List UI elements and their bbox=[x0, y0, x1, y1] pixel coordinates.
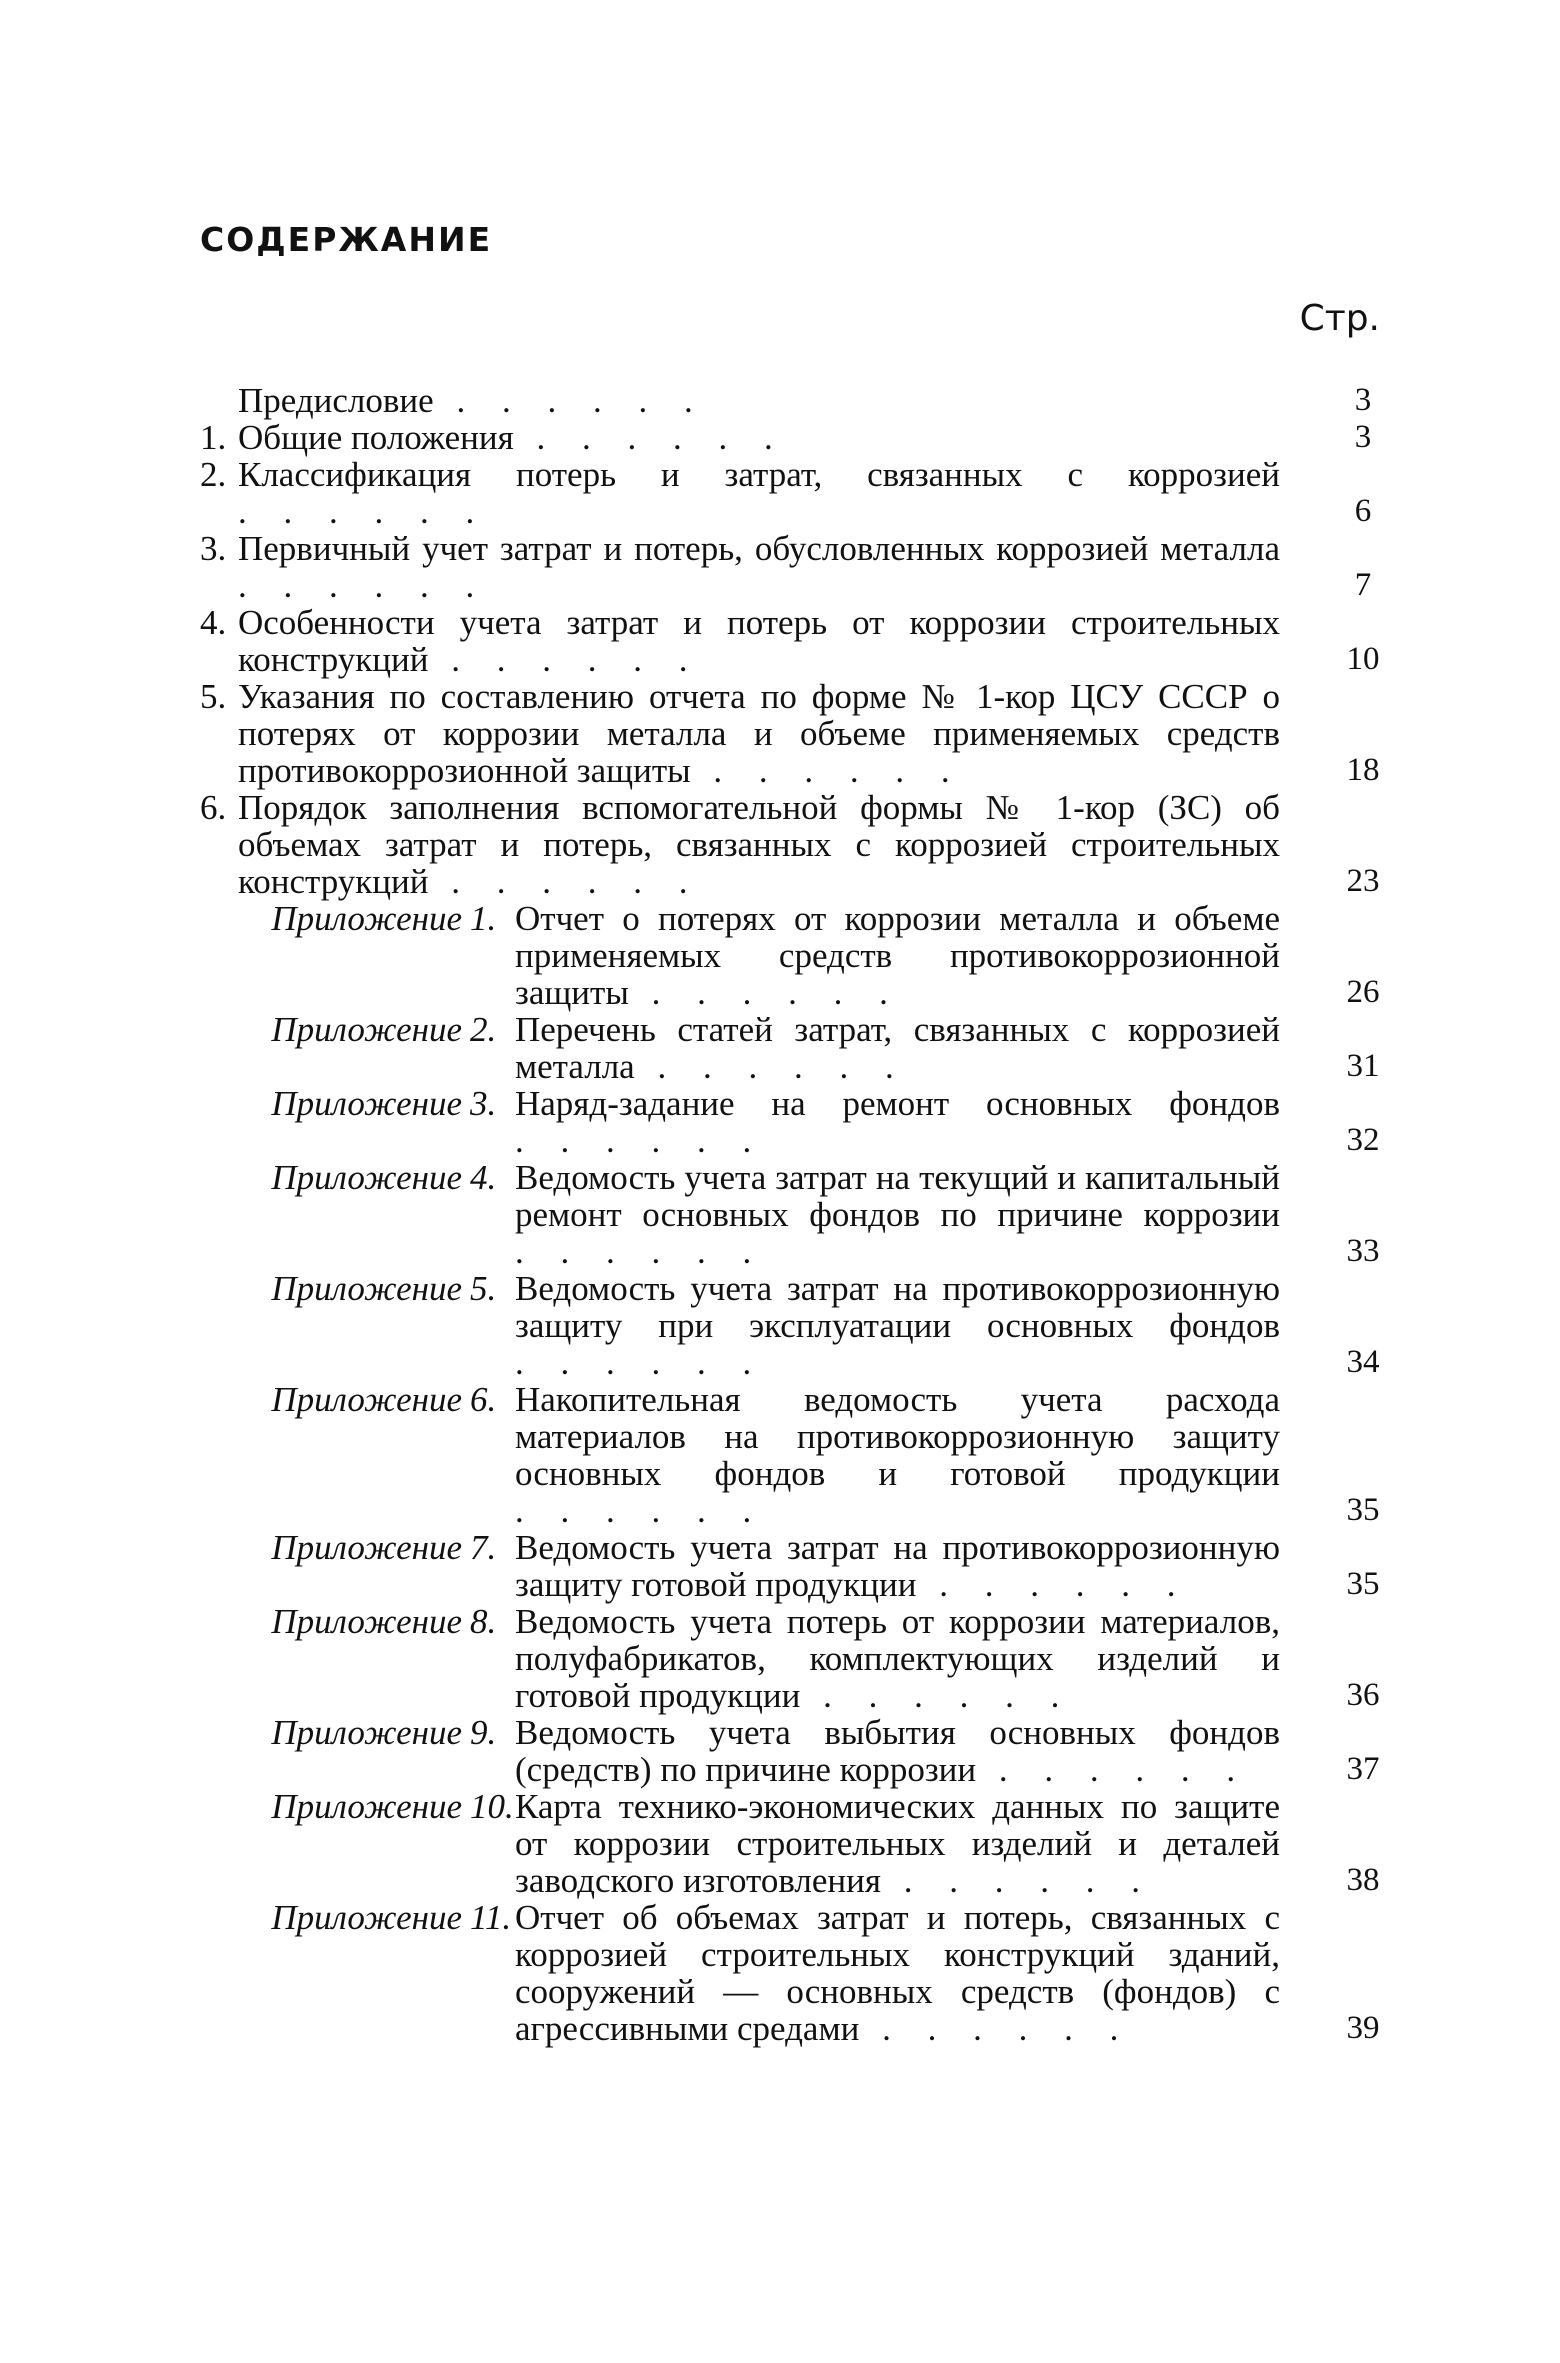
appendix-number: 8. bbox=[470, 1602, 497, 1641]
leader-dots: . . . . . . bbox=[238, 566, 489, 605]
appendix-label: Приложение bbox=[271, 1158, 462, 1197]
leader-dots: . . . . . . bbox=[976, 1750, 1250, 1789]
leader-dots: . . . . . . bbox=[634, 1047, 908, 1086]
leader-dots: . . . . . . bbox=[515, 1121, 766, 1160]
appendix-label: Приложение bbox=[271, 1380, 462, 1419]
page-number: 26 bbox=[1346, 974, 1380, 1010]
appendix-label: Приложение bbox=[271, 1898, 462, 1937]
entry-title: Порядок заполнения вспомогательной формы № 1-кор (ЗС) об объемах затрат и потерь, связанных с коррозией строительных конструкций bbox=[238, 788, 1280, 901]
entry-title: Общие положения bbox=[238, 418, 514, 457]
section-number: 2. bbox=[200, 455, 227, 494]
section-number: 5. bbox=[200, 677, 227, 716]
page-number: 18 bbox=[1346, 752, 1380, 788]
page-number: 31 bbox=[1346, 1048, 1380, 1084]
toc-appendix-entry bbox=[200, 1529, 1398, 1603]
leader-dots: . . . . . . bbox=[428, 640, 702, 679]
leader-dots: . . . . . . bbox=[800, 1676, 1074, 1715]
leader-dots: . . . . . . bbox=[916, 1565, 1190, 1604]
leader-dots: . . . . . . bbox=[859, 2009, 1133, 2048]
page-number: 3 bbox=[1354, 419, 1372, 455]
entry-title: Ведомость учета затрат на противокоррозионную защиту готовой продукции bbox=[515, 1528, 1280, 1604]
appendix-number: 9. bbox=[470, 1713, 497, 1752]
toc-appendix-entry bbox=[200, 1603, 1398, 1714]
page-number: 6 bbox=[1354, 493, 1372, 529]
appendix-label: Приложение bbox=[271, 1269, 462, 1308]
appendix-entries bbox=[200, 900, 1398, 2047]
appendix-label: Приложение bbox=[271, 1787, 462, 1826]
leader-dots: . . . . . . bbox=[690, 751, 964, 790]
entry-title: Отчет о потерях от коррозии металла и объеме применяемых средств противокоррозионной защиты bbox=[515, 899, 1280, 1012]
page-number: 32 bbox=[1346, 1122, 1380, 1158]
entry-title: Классификация потерь и затрат, связанных с коррозией bbox=[238, 455, 1280, 494]
leader-dots: . . . . . . bbox=[515, 1232, 766, 1271]
page-number: 39 bbox=[1346, 2010, 1380, 2046]
toc-appendix-entry bbox=[200, 1714, 1398, 1788]
appendix-number: 6. bbox=[470, 1380, 497, 1419]
section-number: 1. bbox=[200, 418, 227, 457]
entry-title: Карта технико-экономических данных по защите от коррозии строительных изделий и деталей заводского изготовления bbox=[515, 1787, 1280, 1900]
entry-title: Предисловие bbox=[238, 381, 434, 420]
appendix-number: 10. bbox=[470, 1787, 514, 1826]
page-number: 7 bbox=[1354, 567, 1372, 603]
entry-title: Первичный учет затрат и потерь, обусловленных коррозией металла bbox=[238, 529, 1280, 568]
page-column-header: Стр. bbox=[1299, 298, 1380, 339]
page-number: 35 bbox=[1346, 1492, 1380, 1528]
entry-title: Ведомость учета потерь от коррозии материалов, полуфабрикатов, комплектующих изделий и готовой продукции bbox=[515, 1602, 1280, 1715]
leader-dots: . . . . . . bbox=[628, 973, 902, 1012]
toc-entry bbox=[200, 419, 1398, 456]
appendix-label: Приложение bbox=[271, 1010, 462, 1049]
appendix-number: 7. bbox=[470, 1528, 497, 1567]
appendix-number: 4. bbox=[470, 1158, 497, 1197]
page-number: 35 bbox=[1346, 1566, 1380, 1602]
page-number: 34 bbox=[1346, 1344, 1380, 1380]
toc-appendix-entry bbox=[200, 900, 1398, 1011]
toc-appendix-entry bbox=[200, 1381, 1398, 1529]
page-number: 23 bbox=[1346, 863, 1380, 899]
appendix-label: Приложение bbox=[271, 899, 462, 938]
entry-title: Указания по составлению отчета по форме № 1-кор ЦСУ СССР о потерях от коррозии металла и объеме применяемых средств противокоррозионной защиты bbox=[238, 677, 1280, 790]
leader-dots: . . . . . . bbox=[428, 862, 702, 901]
entry-title: Накопительная ведомость учета расхода материалов на противокоррозионную защиту основных фондов и готовой продукции bbox=[515, 1380, 1280, 1493]
toc-appendix-entry bbox=[200, 1270, 1398, 1381]
toc-entry bbox=[200, 530, 1398, 604]
page-number: 3 bbox=[1354, 382, 1372, 418]
entry-title: Ведомость учета выбытия основных фондов (средств) по причине коррозии bbox=[515, 1713, 1280, 1789]
entry-title: Наряд-задание на ремонт основных фондов bbox=[515, 1084, 1280, 1123]
appendix-number: 5. bbox=[470, 1269, 497, 1308]
toc-entry bbox=[200, 456, 1398, 530]
toc-entry bbox=[200, 382, 1398, 419]
entry-title: Ведомость учета затрат на противокоррозионную защиту при эксплуатации основных фондов bbox=[515, 1269, 1280, 1345]
appendix-label: Приложение bbox=[271, 1602, 462, 1641]
toc-appendix-entry bbox=[200, 1085, 1398, 1159]
page-number: 33 bbox=[1346, 1233, 1380, 1269]
page-number: 37 bbox=[1346, 1751, 1380, 1787]
section-number: 4. bbox=[200, 603, 227, 642]
page-title: СОДЕРЖАНИЕ bbox=[200, 220, 493, 259]
table-of-contents bbox=[200, 382, 1398, 2047]
appendix-number: 3. bbox=[470, 1084, 497, 1123]
entry-title: Отчет об объемах затрат и потерь, связанных с коррозией строительных конструкций зданий, сооружений — основных средств (фондов) с агрессивными средами bbox=[515, 1898, 1280, 2048]
appendix-label: Приложение bbox=[271, 1084, 462, 1123]
section-entries bbox=[200, 382, 1398, 900]
toc-appendix-entry bbox=[200, 1899, 1398, 2047]
appendix-label: Приложение bbox=[271, 1528, 462, 1567]
page-number: 36 bbox=[1346, 1677, 1380, 1713]
toc-appendix-entry bbox=[200, 1788, 1398, 1899]
entry-title: Ведомость учета затрат на текущий и капитальный ремонт основных фондов по причине коррозии bbox=[515, 1158, 1280, 1234]
toc-entry bbox=[200, 789, 1398, 900]
section-number: 3. bbox=[200, 529, 227, 568]
leader-dots: . . . . . . bbox=[513, 418, 787, 457]
appendix-number: 11. bbox=[470, 1898, 512, 1937]
toc-appendix-entry bbox=[200, 1011, 1398, 1085]
appendix-number: 1. bbox=[470, 899, 497, 938]
entry-title: Особенности учета затрат и потерь от коррозии строительных конструкций bbox=[238, 603, 1280, 679]
page-number: 38 bbox=[1346, 1862, 1380, 1898]
toc-entry bbox=[200, 604, 1398, 678]
toc-appendix-entry bbox=[200, 1159, 1398, 1270]
section-number: 6. bbox=[200, 788, 227, 827]
leader-dots: . . . . . . bbox=[880, 1861, 1154, 1900]
entry-title: Перечень статей затрат, связанных с коррозией металла bbox=[515, 1010, 1280, 1086]
appendix-number: 2. bbox=[470, 1010, 497, 1049]
leader-dots: . . . . . . bbox=[238, 492, 489, 531]
leader-dots: . . . . . . bbox=[515, 1491, 766, 1530]
appendix-label: Приложение bbox=[271, 1713, 462, 1752]
leader-dots: . . . . . . bbox=[515, 1343, 766, 1382]
toc-entry bbox=[200, 678, 1398, 789]
leader-dots: . . . . . . bbox=[433, 381, 707, 420]
page-number: 10 bbox=[1346, 641, 1380, 677]
